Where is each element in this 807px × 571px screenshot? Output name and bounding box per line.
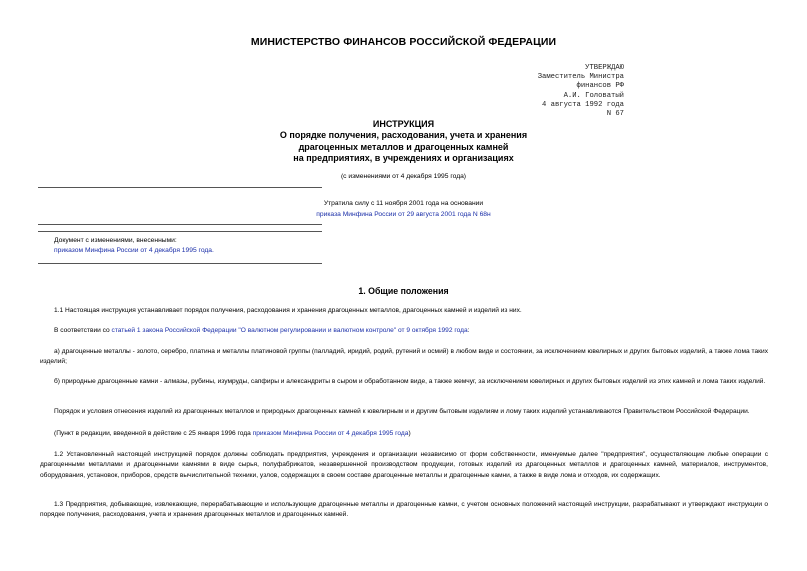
approval-line: А.И. Головатый — [563, 91, 624, 100]
divider — [38, 224, 322, 225]
law-link[interactable]: статьей 1 закона Российской Федерации "О валютном регулировании и валютном контроле" от 9 октября 1992 года — [111, 327, 468, 334]
paragraph: 1.2 Установленный настоящей инструкцией порядок должны соблюдать предприятия, учреждения и организации независимо от форм собственности, именуемые далее "предприятия", осуществляющие любые операции с драгоценными металлами и драгоценными камнями в виде сырья, полуфабрикатов, незавершенной производством продукции, готовых изделий из драгоценных металлов и драгоценных камней, материалов, инструментов, оборудования, установок, приборов, средств вычислительной техники, узлов, содержащих в своем составе драгоценные металлы и драгоценные камни, а также в виде лома и отходов, их содержащих. — [40, 451, 768, 479]
approval-line: N 67 — [606, 110, 624, 119]
paragraph: 1.1 Настоящая инструкция устанавливает порядок получения, расходования и хранения драгоценных металлов, драгоценных камней и изделий из них. — [54, 307, 522, 314]
section-title: 1. Общие положения — [358, 286, 449, 296]
title-line: О порядке получения, расходования, учета и хранения — [279, 130, 528, 141]
paragraph-text: : — [467, 327, 470, 334]
paragraph: Порядок и условия отнесения изделий из драгоценных металлов и природных драгоценных камней к ювелирным и и другим бытовым изделиям и лому таких изделий устанавливаются Правительством Российской Федерации. — [54, 408, 750, 415]
divider — [38, 263, 322, 264]
divider — [38, 231, 322, 232]
paragraph-text: ) — [408, 430, 411, 437]
doc-changes-label: Документ с изменениями, внесенными: — [54, 237, 177, 244]
approval-stamp — [538, 64, 624, 119]
ministry-heading: МИНИСТЕРСТВО ФИНАНСОВ РОССИЙСКОЙ ФЕДЕРАЦИИ — [250, 36, 557, 48]
lost-force-text: Утратила силу с 11 ноября 2001 года на основании — [323, 200, 484, 207]
title-line: на предприятиях, в учреждениях и организациях — [293, 152, 514, 163]
paragraph — [40, 326, 768, 336]
approval-line: Заместитель Министра — [537, 73, 624, 82]
order-link[interactable]: приказа Минфина России от 29 августа 2001 года N 68н — [316, 211, 491, 218]
approval-line: УТВЕРЖДАЮ — [585, 64, 624, 72]
paragraph: б) природные драгоценные камни - алмазы, рубины, изумруды, сапфиры и александриты в сыром и обработанном виде, а также жемчуг, за исключением ювелирных и других бытовых изделий из этих камней и лома таких изделий. — [54, 378, 766, 385]
changes-note: (с изменениями от 4 декабря 1995 года) — [340, 173, 467, 180]
paragraph-text: В соответствии со — [54, 327, 112, 334]
paragraph-text: (Пункт в редакции, введенной в действие с 25 января 1996 года — [54, 430, 253, 437]
divider — [38, 187, 322, 188]
doc-changes-link[interactable]: приказом Минфина России от 4 декабря 1995 года. — [54, 247, 214, 254]
document-title — [0, 119, 807, 164]
title-line: драгоценных металлов и драгоценных камней — [298, 141, 509, 152]
title-heading: ИНСТРУКЦИЯ — [372, 119, 435, 129]
doc-changes-line — [54, 247, 214, 254]
approval-line: финансов РФ — [576, 82, 624, 91]
paragraph: а) драгоценные металлы - золото, серебро, платина и металлы платиновой группы (палладий, иридий, родий, рутений и осмий) в любом виде и состоянии, за исключением ювелирных и других бытовых изделий, а также лома таких изделий; — [40, 348, 768, 366]
approval-line: 4 августа 1992 года — [542, 100, 624, 109]
paragraph: 1.3 Предприятия, добывающие, извлекающие, перерабатывающие и использующие драгоценные металлы и драгоценные камни, с учетом основных положений настоящей инструкции, разрабатывают и утверждают инструкции о порядке получения, расходования, учета и хранения драгоценных металлов и драгоценных камней. — [40, 501, 768, 519]
lost-force-order — [0, 211, 807, 218]
paragraph-note — [40, 429, 768, 439]
amendment-link[interactable]: приказом Минфина России от 4 декабря 1995 года — [252, 430, 409, 437]
